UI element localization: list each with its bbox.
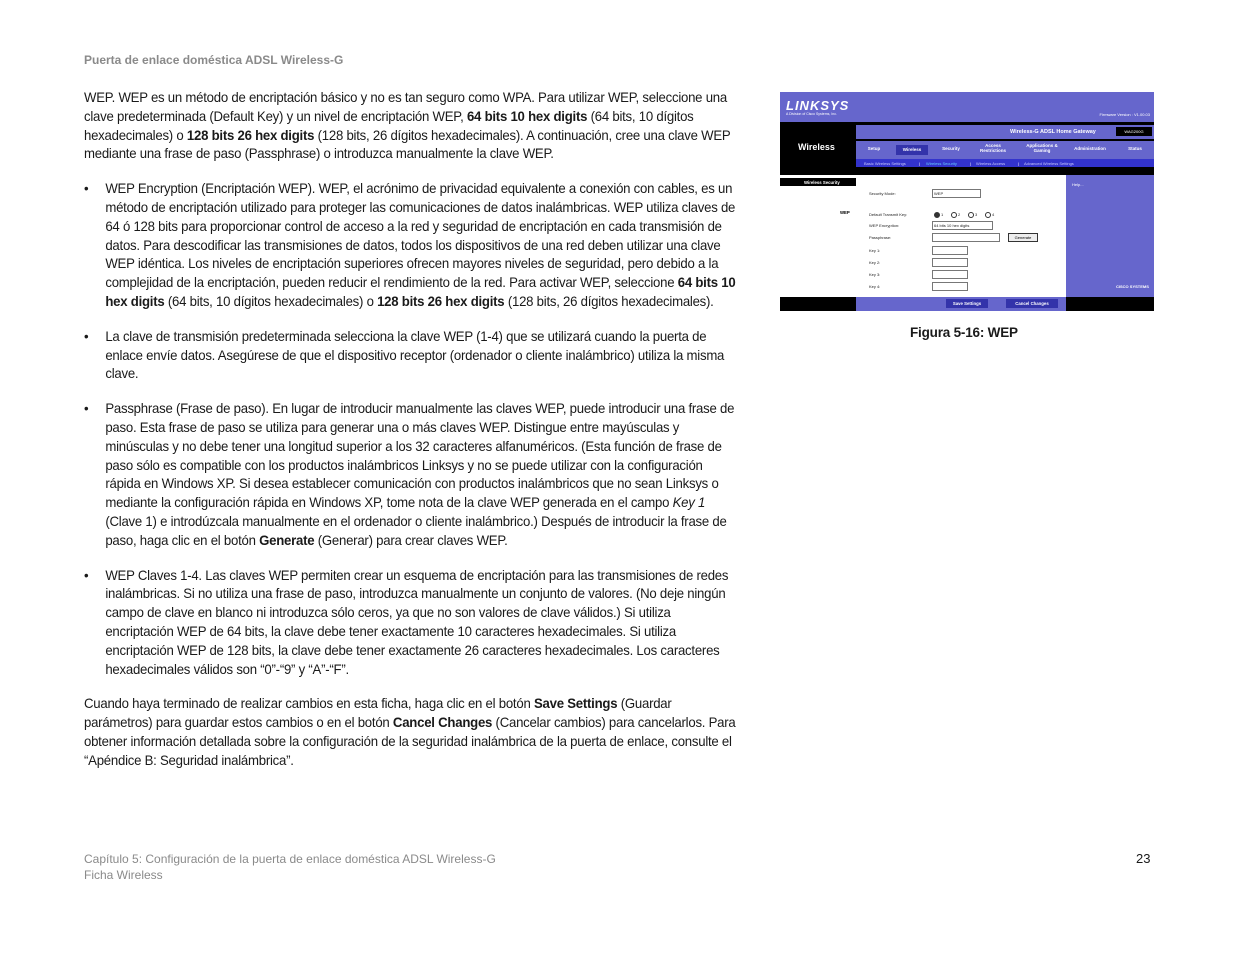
- closing-text: (Cancelar cambios) para cancelarlos. Para obtener información detallada sobre la configuración de la seguridad inalámbrica de la puerta de enlace, consulte el “Apéndice B: Seguridad inalámbrica”.: [84, 715, 736, 768]
- key-1-input[interactable]: [932, 246, 968, 255]
- subtab-sep: |: [919, 161, 921, 166]
- intro-text-3: (128 bits, 26 dígitos hexadecimales). A continuación, cree una clave WEP mediante una frase de paso (Passphrase) o introduzca manualmente la clave WEP.: [84, 127, 731, 162]
- linksys-logo: LINKSYS: [786, 98, 850, 113]
- bullet-passphrase: [84, 400, 740, 550]
- cancel-changes-button[interactable]: Cancel Changes: [1006, 299, 1058, 308]
- bullet-default-key: [84, 328, 740, 384]
- intro-paragraph: [84, 89, 740, 164]
- bullet-text: WEP Claves 1-4. Las claves WEP permiten crear un esquema de encriptación para las transmisiones de redes inalámbricas. Si no utiliza una frase de paso, introduzca manualmente un conjunto de valores. (No deje ningún campo de clave en blanco ni introduzca sólo ceros, ya que no son valores de clave válidos.) Si utiliza encriptación WEP de 64 bits, la clave debe tener exactamente 10 caracteres hexadecimales. Si utiliza encriptación WEP de 128 bits, la clave debe tener exactamente 26 caracteres hexadecimales. Los caracteres hexadecimales válidos son “0”-“9” y “A”-“F”.: [105, 567, 729, 677]
- subtab-sep: |: [1018, 161, 1020, 166]
- page-number: 23: [1136, 851, 1151, 866]
- gateway-label: Wireless-G ADSL Home Gateway: [1010, 129, 1096, 135]
- running-header: Puerta de enlace doméstica ADSL Wireless-G: [84, 53, 344, 67]
- model-label: WAG200G: [1116, 127, 1152, 136]
- help-link[interactable]: Help...: [1072, 182, 1084, 187]
- left-wep-label: WEP: [840, 210, 850, 215]
- generate-button[interactable]: Generate: [1008, 233, 1038, 242]
- subtab-advanced[interactable]: Advanced Wireless Settings: [1024, 161, 1074, 166]
- tab-setup[interactable]: Setup: [867, 146, 881, 151]
- section-title: Wireless: [798, 142, 835, 152]
- key-2-input[interactable]: [932, 258, 968, 267]
- bullet-list: [84, 180, 740, 679]
- tab-security[interactable]: Security: [942, 146, 960, 151]
- left-panel: [780, 175, 856, 297]
- radio-label: 4: [992, 212, 995, 217]
- intro-bold-1: 64 bits 10 hex digits: [466, 108, 588, 124]
- bullet-bold: 128 bits 26 hex digits: [377, 293, 505, 309]
- bullet-wep-keys: [84, 567, 740, 680]
- bullet-text: (Generar) para crear claves WEP.: [314, 532, 508, 548]
- subtab-wireless-security[interactable]: Wireless Security: [926, 161, 957, 166]
- key-1-label: Key 1:: [869, 248, 881, 253]
- security-mode-select[interactable]: WEP: [932, 189, 981, 198]
- security-mode-label: Security Mode:: [869, 191, 896, 196]
- radio-key-2[interactable]: [951, 212, 957, 218]
- passphrase-input[interactable]: [932, 233, 1000, 242]
- bullet-text: La clave de transmisión predeterminada selecciona la clave WEP (1-4) que se utilizará cuando la puerta de enlace envíe datos. Asegúrese de que el dispositivo receptor (ordenador o cliente inalámbrico) utiliza la misma clave.: [105, 328, 725, 382]
- closing-text: (Guardar parámetros) para guardar estos cambios o en el botón: [84, 696, 672, 731]
- wep-screenshot-figure: [780, 92, 1154, 311]
- radio-label: 2: [958, 212, 961, 217]
- subtab-basic[interactable]: Basic Wireless Settings: [864, 161, 906, 166]
- bullet-bold: 64 bits 10 hex digits: [105, 275, 736, 309]
- radio-key-4[interactable]: [985, 212, 991, 218]
- bullet-text: (Clave 1) e introdúzcala manualmente en el ordenador o cliente inalámbrico.) Después de introducir la frase de paso, haga clic en el botón: [105, 513, 727, 548]
- firmware-version: Firmware Version : V1.00.03: [1099, 112, 1150, 117]
- radio-key-3[interactable]: [968, 212, 974, 218]
- closing-paragraph: [84, 695, 740, 770]
- bullet-dot: •: [84, 181, 89, 197]
- bullet-dot: •: [84, 328, 89, 344]
- key-4-input[interactable]: [932, 282, 968, 291]
- encryption-label: WEP Encryption:: [869, 223, 900, 228]
- tab-access-restrictions[interactable]: Access Restrictions: [979, 143, 1006, 153]
- key-3-label: Key 3:: [869, 272, 881, 277]
- closing-text: Cuando haya terminado de realizar cambios en esta ficha, haga clic en el botón: [84, 696, 534, 712]
- closing-bold: Save Settings: [533, 696, 618, 712]
- cisco-logo: CISCO SYSTEMS: [1116, 284, 1149, 289]
- bullet-dot: •: [84, 567, 89, 583]
- logo-subtitle: A Division of Cisco Systems, Inc.: [786, 112, 837, 116]
- bullet-italic: Key 1: [672, 495, 706, 511]
- tab-administration[interactable]: Administration: [1074, 146, 1106, 151]
- subtab-wireless-access[interactable]: Wireless Access: [976, 161, 1006, 166]
- tab-wireless[interactable]: Wireless: [896, 145, 928, 155]
- intro-text-1: WEP. WEP es un método de encriptación básico y no es tan seguro como WPA. Para utilizar WEP, seleccione una clave predeterminada (Default Key) y un nivel de encriptación WEP,: [84, 90, 727, 124]
- bullet-text: WEP Encryption (Encriptación WEP). WEP, el acrónimo de privacidad equivalente a conexión con cables, es un método de encriptación utilizado para proteger las comunicaciones de datos inalámbricas. WEP utiliza claves de 64 ó 128 bits para proporcionar control de acceso a la red y seguridad de encriptación en cada transmisión de datos. Para descodificar las transmisiones de datos, todos los dispositivos de una red deben utilizar una clave WEP idéntica. Los niveles de encriptación superiores ofrecen mayores niveles de seguridad, pero debido a la complejidad de la encriptación, pueden reducir el rendimiento de la red. Para activar WEP, seleccione: [105, 181, 736, 291]
- radio-key-1[interactable]: [934, 212, 940, 218]
- key-2-label: Key 2:: [869, 260, 881, 265]
- footer: [84, 851, 496, 883]
- left-header-label: Wireless Security: [804, 180, 840, 185]
- save-settings-button[interactable]: Save Settings: [946, 299, 988, 308]
- radio-label: 3: [975, 212, 978, 217]
- gateway-band: [856, 125, 1154, 139]
- figure-caption: Figura 5-16: WEP: [910, 325, 1018, 340]
- bullet-dot: •: [84, 401, 89, 417]
- bullet-text: (64 bits, 10 dígitos hexadecimales) o: [164, 293, 378, 309]
- footer-chapter: Capítulo 5: Configuración de la puerta de enlace doméstica ADSL Wireless-G: [84, 852, 496, 866]
- bullet-bold: Generate: [259, 532, 315, 548]
- default-key-label: Default Transmit Key:: [869, 212, 908, 217]
- subtab-sep: |: [970, 161, 972, 166]
- tab-status[interactable]: Status: [1128, 146, 1142, 151]
- encryption-select[interactable]: 64 bits 10 hex digits: [932, 221, 993, 230]
- closing-bold: Cancel Changes: [392, 715, 493, 731]
- passphrase-label: Passphrase:: [869, 235, 892, 240]
- key-3-input[interactable]: [932, 270, 968, 279]
- bullet-text: (128 bits, 26 dígitos hexadecimales).: [504, 293, 714, 309]
- bullet-wep-encryption: [84, 180, 740, 312]
- tab-applications-gaming[interactable]: Applications & Gaming: [1026, 143, 1058, 153]
- intro-text-2: (64 bits, 10 dígitos hexadecimales) o: [84, 108, 694, 143]
- key-4-label: Key 4:: [869, 284, 881, 289]
- help-column: [1066, 175, 1154, 297]
- main-text-column: [84, 89, 740, 771]
- bullet-text: Passphrase (Frase de paso). En lugar de introducir manualmente las claves WEP, puede introducir una frase de paso. Esta frase de paso se utiliza para generar una o más claves WEP. Distingue entre mayúsculas y minúsculas y no debe tener una longitud superior a los 32 caracteres alfanuméricos. (Esta función de frase de paso sólo es compatible con los productos inalámbricos Linksys y no se puede utilizar con la configuración rápida en Windows XP. Si desea establecer comunicación con productos inalámbricos que no sean Linksys o mediante la configuración rápida en Windows XP, tome nota de la clave WEP generada en el campo: [105, 401, 735, 511]
- radio-label: 1: [941, 212, 944, 217]
- intro-bold-2: 128 bits 26 hex digits: [186, 127, 315, 143]
- footer-section: Ficha Wireless: [84, 868, 163, 882]
